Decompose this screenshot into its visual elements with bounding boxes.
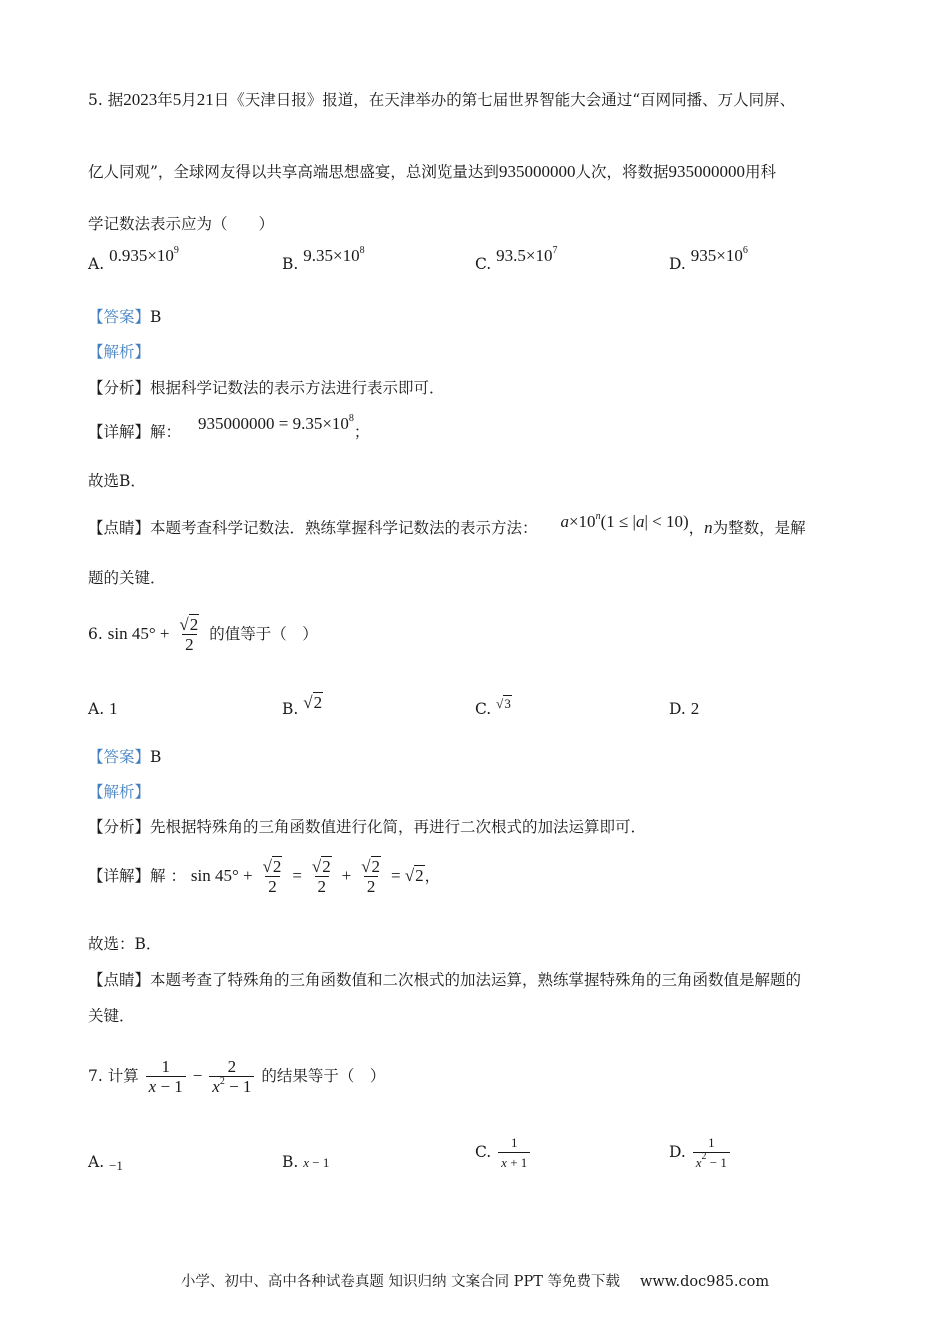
q6-option-a: A. 1 [88,699,118,718]
q5-dianjing: 【点睛】本题考查科学记数法．熟练掌握科学记数法的表示方法： $a\times 10^n(1 \le |a| < 10)$，n为整数，是解 [88,511,806,537]
q7-stem: 7. 计算 $\frac{1}{x - 1}$ − $\frac{2}{x^2 - 1}$ 的结果等于（ ） [88,1056,386,1096]
footer-text: 小学、初中、高中各种试卷真题 知识归纳 文案合同 PPT 等免费下载 [180,1274,620,1290]
q5-analysis-label: 【解析】 [88,343,151,361]
q6-option-c: C. √3 [475,696,511,718]
q5-stem-line1: 5. 据2023年5月21日《天津日报》报道，在天津举办的第七届世界智能大会通过“百网同播、万人同屏、 [88,90,796,109]
footer-url[interactable]: www.doc985.com [639,1274,770,1290]
q5-stem-line3: 学记数法表示应为（ ） [88,215,275,233]
q6-frac-sqrt2-over-2: $\frac{√2}{2}$ [179,614,199,654]
q6-dianjing-end: 关键． [88,1007,135,1025]
q7-frac-2: $\frac{2}{x^2 - 1}$ [209,1058,254,1097]
q6-stem: 6. sin 45° + $\frac{√2}{2}$ 的值等于（ ） [88,614,318,654]
q7-option-c: C. $\frac{1}{x + 1}$ [475,1130,532,1174]
q5-guxuan: 故选B． [88,472,146,490]
q7-frac-1: $\frac{1}{x - 1}$ [146,1058,186,1097]
q5-fenxi: 【分析】根据科学记数法的表示方法进行表示即可． [88,379,445,397]
q5-dianjing-end: 题的关键． [88,569,166,587]
q5-option-a: A. $0.935\times 10^9$ [88,245,179,273]
q5-answer: 【答案】B [88,308,162,326]
q5-xiangjie: 【详解】解： $935000000 = 9.35\times 10^8$； [88,413,370,441]
footer [0,1270,950,1291]
q6-answer: 【答案】B [88,748,162,766]
q6-dianjing: 【点睛】本题考查了特殊角的三角函数值和二次根式的加法运算，熟练掌握特殊角的三角函数值是解题的 [88,971,802,989]
q6-guxuan: 故选：B． [88,935,162,953]
q5-option-d: D. $935\times 10^6$ [669,245,748,273]
q5-option-c: C. $93.5\times 10^7$ [475,245,558,273]
q7-option-a: A. −1 [88,1153,123,1173]
q5-stem-line2: 亿人同观”，全球网友得以共享高端思想盛宴，总浏览量达到935000000人次，将数据935000000用科 [88,162,776,181]
q6-option-d: D. 2 [669,699,700,718]
q6-analysis-label: 【解析】 [88,783,151,801]
q5-option-b: B. $9.35\times 10^8$ [282,245,365,273]
q6-xiangjie: 【详解】解 ： sin 45° + $\frac{√2}{2}$ = $\frac{√2}{2}$ + $\frac{√2}{2}$ = √2， [88,856,441,896]
q7-option-d: D. $\frac{1}{x^2 - 1}$ [669,1130,732,1174]
q6-fenxi: 【分析】先根据特殊角的三角函数值进行化简，再进行二次根式的加法运算即可． [88,818,647,836]
q7-option-b: B. x − 1 [282,1153,330,1171]
q6-option-b: B. √2 [282,693,323,718]
